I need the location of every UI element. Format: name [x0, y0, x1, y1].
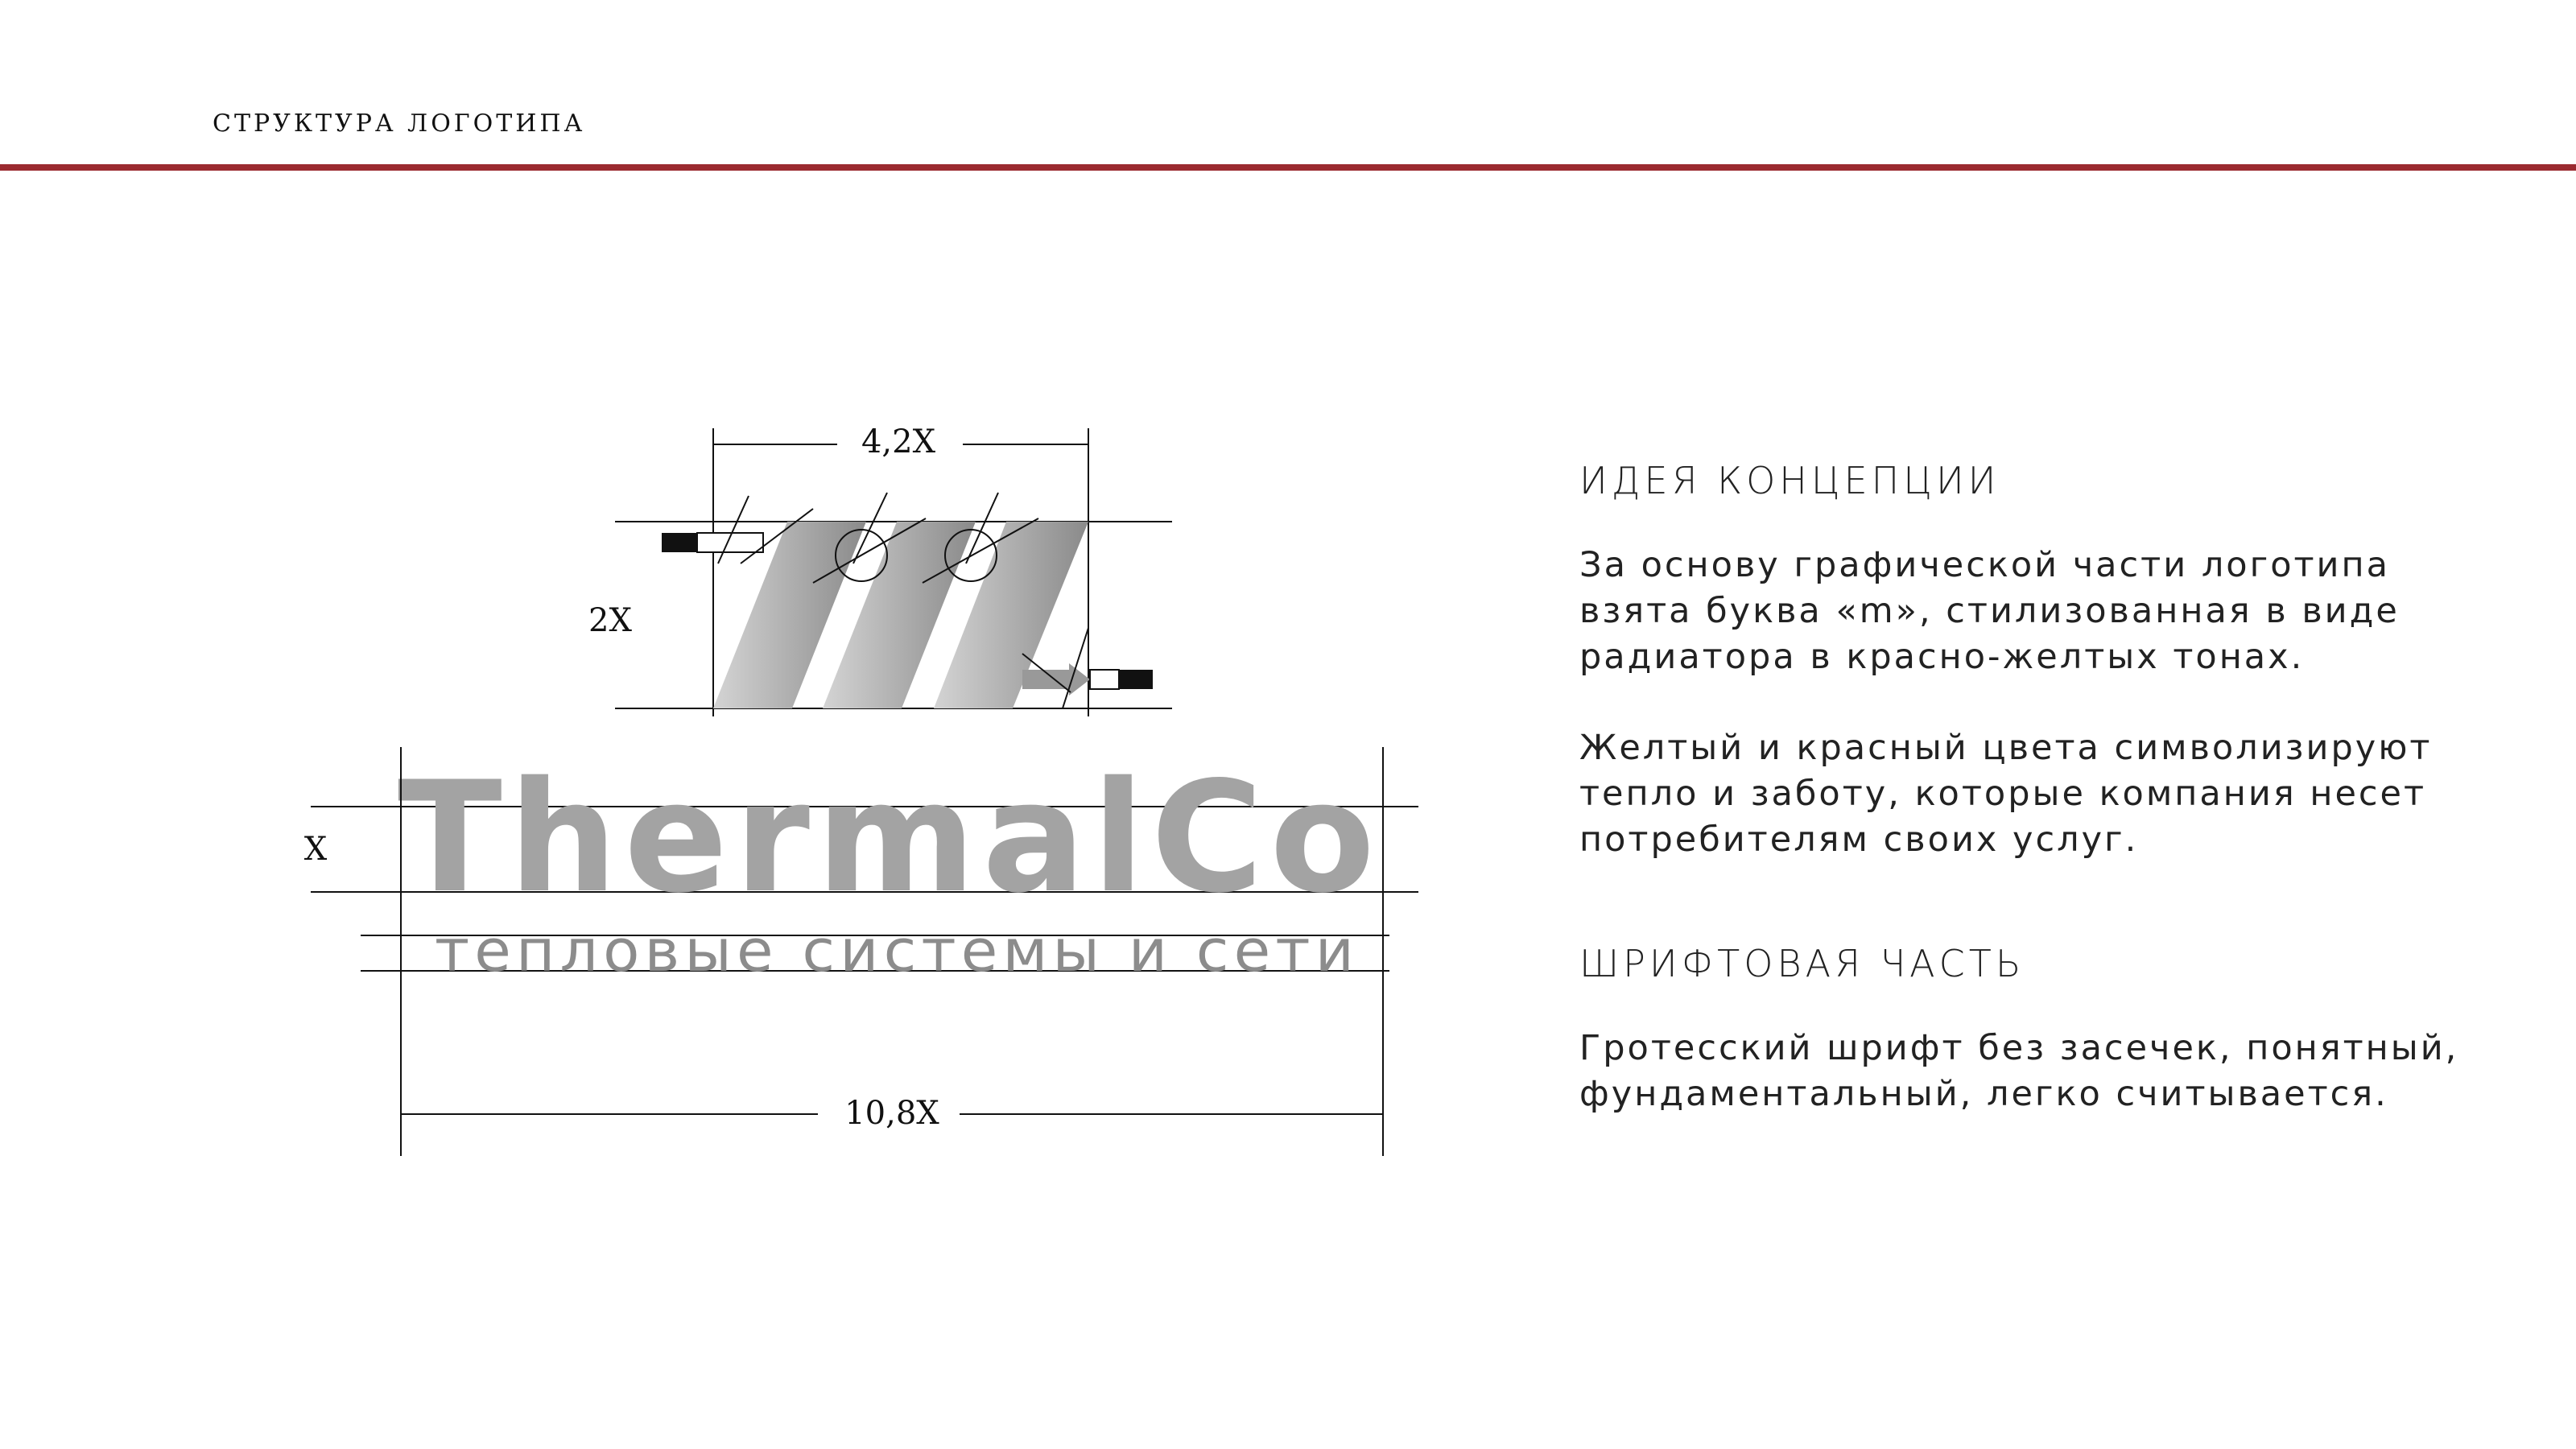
wordmark: ThermalCo	[398, 749, 1381, 927]
tagline: тепловые системы и сети	[435, 917, 1359, 985]
typography-heading: ШРИФТОВАЯ ЧАСТЬ	[1579, 942, 2025, 985]
radiator-mark	[662, 493, 1153, 708]
typography-paragraph: Гротесский шрифт без засечек, понятный, фундаментальный, легко считывается.	[1579, 1028, 2459, 1114]
total-width-label: 10,8X	[844, 1095, 939, 1132]
description-column	[1579, 459, 2505, 1117]
page-title: СТРУКТУРА ЛОГОТИПА	[213, 109, 586, 138]
letter-height-label: X	[303, 831, 328, 868]
concept-heading: ИДЕЯ КОНЦЕПЦИИ	[1579, 459, 2000, 502]
concept-paragraph-2: Желтый и красный цвета символизируют тепло и заботу, которые компания несет потребителям своих услуг.	[1579, 728, 2433, 860]
mark-width-label: 4,2X	[861, 423, 936, 460]
concept-paragraph-1: За основу графической части логотипа взята буква «m», стилизованная в виде радиатора в красно-желтых тонах.	[1579, 545, 2400, 677]
mark-height-label: 2X	[588, 602, 632, 639]
